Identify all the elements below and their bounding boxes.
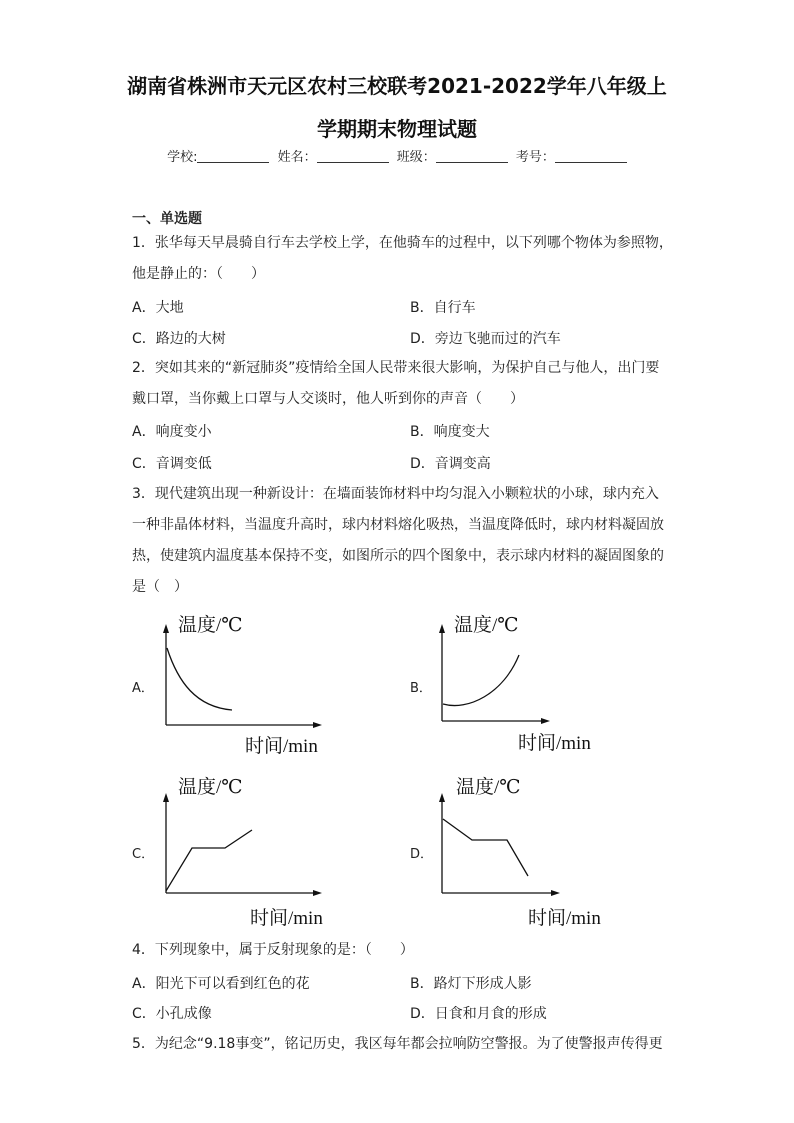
q3-option-d-label[interactable]: D． xyxy=(410,847,434,862)
q2-line1: 2．突如其来的“新冠肺炎”疫情给全国人民带来很大影响，为保护自己与他人，出门要 xyxy=(132,360,660,376)
x-axis-arrow xyxy=(313,890,322,896)
cooling-curve xyxy=(167,648,232,710)
q3-line3: 热，使建筑内温度基本保持不变，如图所示的四个图象中，表示球内材料的凝固图象的 xyxy=(132,548,664,564)
q4-option-a[interactable]: A．阳光下可以看到红色的花 xyxy=(132,976,310,992)
q3-line4: 是（ ） xyxy=(132,579,188,595)
page-title-line1: 湖南省株洲市天元区农村三校联考2021-2022学年八年级上 xyxy=(127,74,667,98)
q1-option-a[interactable]: A．大地 xyxy=(132,300,184,316)
q2-option-b[interactable]: B．响度变大 xyxy=(410,424,490,440)
x-axis-label: 时间/min xyxy=(245,736,318,757)
y-axis-arrow xyxy=(439,624,445,633)
q4-line1: 4．下列现象中，属于反射现象的是：（ ） xyxy=(132,942,414,958)
name-label: 姓名： xyxy=(277,150,317,165)
name-blank[interactable] xyxy=(317,148,389,163)
y-axis-label: 温度/℃ xyxy=(456,777,521,798)
section-heading: 一、单选题 xyxy=(132,211,202,227)
y-axis-label: 温度/℃ xyxy=(178,777,243,798)
q2-option-d[interactable]: D．音调变高 xyxy=(410,456,491,472)
q3-line2: 一种非晶体材料，当温度升高时，球内材料熔化吸热，当温度降低时，球内材料凝固放 xyxy=(132,517,664,533)
y-axis-label: 温度/℃ xyxy=(454,615,519,636)
x-axis-label: 时间/min xyxy=(518,733,591,754)
q1-line2: 他是静止的：（ ） xyxy=(132,266,265,282)
heating-curve xyxy=(443,655,519,706)
class-label: 班级： xyxy=(396,150,436,165)
q1-option-d[interactable]: D．旁边飞驰而过的汽车 xyxy=(410,331,561,347)
q3-option-a-label[interactable]: A． xyxy=(132,681,154,696)
exam-number-label: 考号： xyxy=(515,150,555,165)
q3-graph-c[interactable] xyxy=(150,773,340,929)
q4-option-b[interactable]: B．路灯下形成人影 xyxy=(410,976,532,992)
melting-line xyxy=(166,830,252,891)
q2-option-a[interactable]: A．响度变小 xyxy=(132,424,212,440)
q2-line2: 戴口罩，当你戴上口罩与人交谈时，他人听到你的声音（ ） xyxy=(132,391,524,407)
page-title-line2: 学期期末物理试题 xyxy=(317,117,477,141)
class-blank[interactable] xyxy=(436,148,508,163)
y-axis-arrow xyxy=(439,793,445,802)
school-label: 学校: xyxy=(167,150,198,165)
q5-line1: 5．为纪念“9.18事变”，铭记历史，我区每年都会拉响防空警报。为了使警报声传得更 xyxy=(132,1036,663,1052)
q1-option-c[interactable]: C．路边的大树 xyxy=(132,331,226,347)
y-axis-arrow xyxy=(163,793,169,802)
x-axis-arrow xyxy=(551,890,560,896)
y-axis-label: 温度/℃ xyxy=(178,615,243,636)
solidifying-line xyxy=(443,819,528,876)
q2-option-c[interactable]: C．音调变低 xyxy=(132,456,212,472)
x-axis-label: 时间/min xyxy=(528,908,601,929)
q1-option-b[interactable]: B．自行车 xyxy=(410,300,476,316)
school-blank[interactable] xyxy=(197,148,269,163)
q4-option-c[interactable]: C．小孔成像 xyxy=(132,1006,212,1022)
exam-number-blank[interactable] xyxy=(555,148,627,163)
x-axis-arrow xyxy=(313,722,322,728)
x-axis-arrow xyxy=(541,718,550,724)
q3-line1: 3．现代建筑出现一种新设计：在墙面装饰材料中均匀混入小颗粒状的小球，球内充入 xyxy=(132,486,659,502)
q3-option-b-label[interactable]: B． xyxy=(410,681,432,696)
x-axis-label: 时间/min xyxy=(250,908,323,929)
y-axis-arrow xyxy=(163,624,169,633)
q4-option-d[interactable]: D．日食和月食的形成 xyxy=(410,1006,547,1022)
q3-graph-b[interactable] xyxy=(428,610,608,760)
student-info-row xyxy=(0,146,794,165)
q3-graph-a[interactable] xyxy=(150,610,330,760)
q3-option-c-label[interactable]: C． xyxy=(132,847,155,862)
q3-graph-d[interactable] xyxy=(428,773,618,929)
q1-line1: 1．张华每天早晨骑自行车去学校上学，在他骑车的过程中，以下列哪个物体为参照物， xyxy=(132,235,673,251)
